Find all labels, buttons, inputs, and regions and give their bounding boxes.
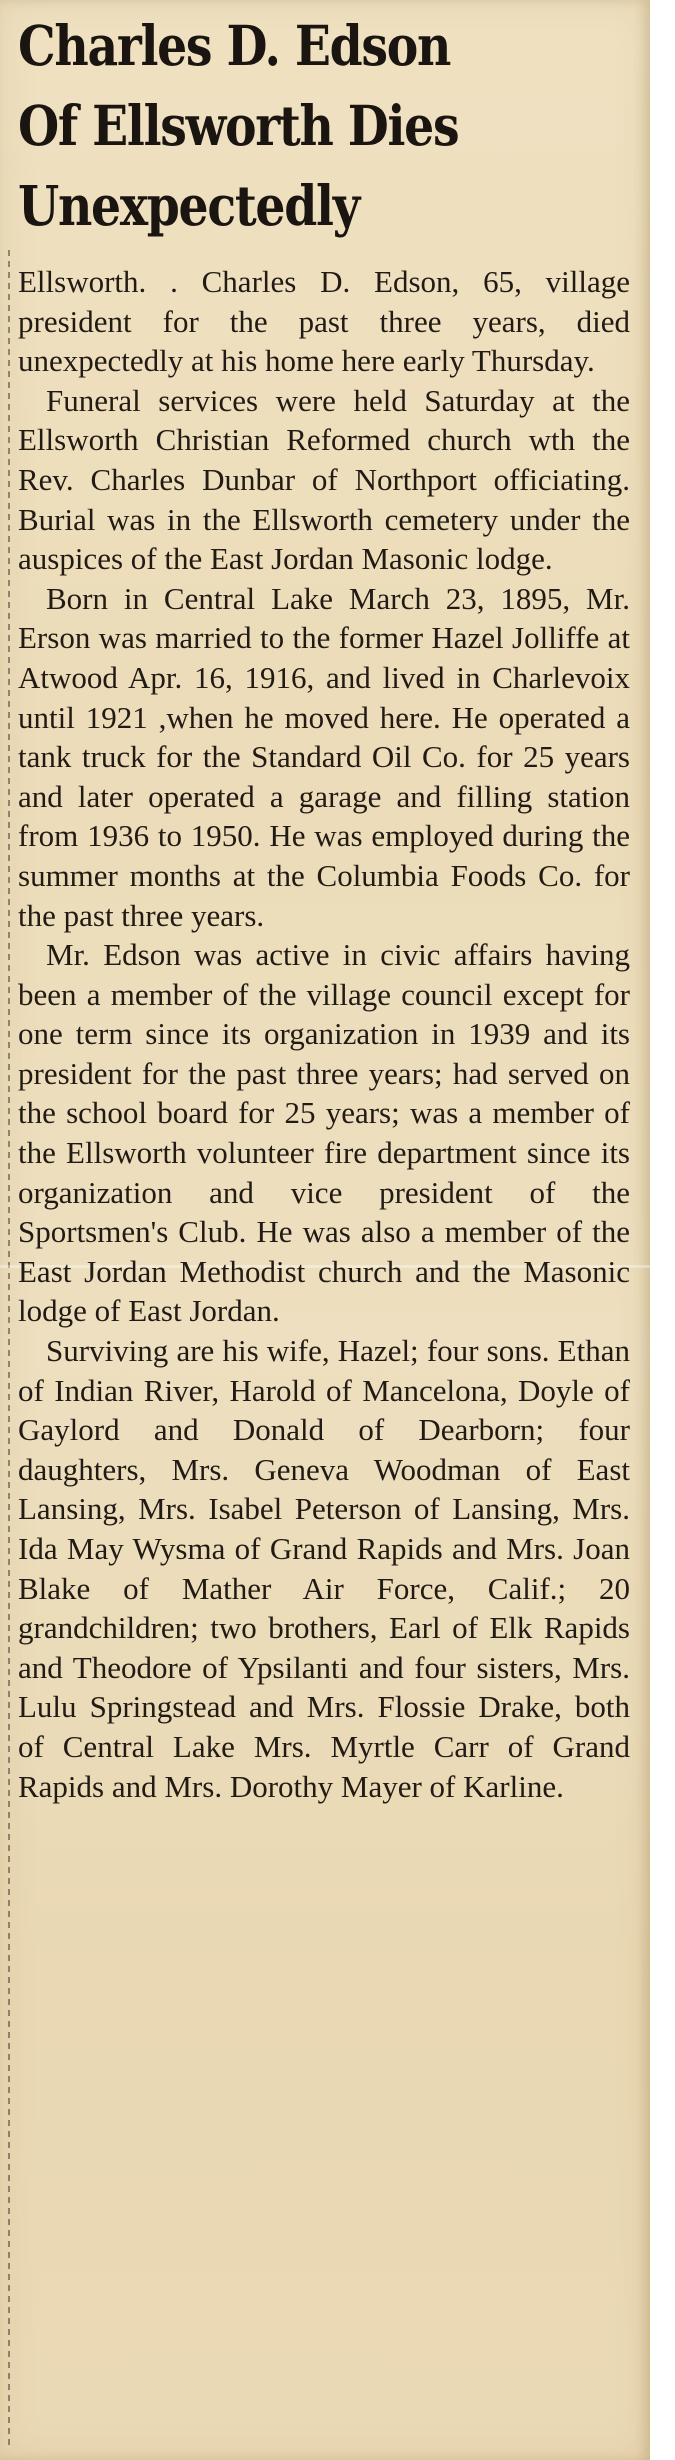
article-paragraph-biography: Born in Central Lake March 23, 1895, Mr. Erson was married to the former Hazel Jolliffe at Atwood Apr. 16, 1916, and lived in Charlevoix until 1921 ,when he moved here. He operated a tank truck for the Standard Oil Co. for 25 years and later operated a garage and filling station from 1936 to 1950. He was employed during the summer months at the Columbia Foods Co. for the past three years. (18, 580, 630, 933)
column-rule (8, 250, 10, 2450)
article-paragraph-survivors: Surviving are his wife, Hazel; four sons. Ethan of Indian River, Harold of Mancelona, Doyle of Gaylord and Donald of Dearborn; four daughters, Mrs. Geneva Woodman of East Lansing, Mrs. Isabel Peterson of Lansing, Mrs. Ida May Wysma of Grand Rapids and Mrs. Joan Blake of Mather Air Force, Calif.; 20 grandchildren; two brothers, Earl of Elk Rapids and Theodore of Ypsilanti and four sisters, Mrs. Lulu Springstead and Mrs. Flossie Drake, both of Central Lake Mrs. Myrtle Carr of Grand Rapids and Mrs. Dorothy Mayer of Karline. (18, 1333, 630, 1804)
headline-line: Of Ellsworth Dies (18, 93, 459, 158)
article-paragraph-dateline: Ellsworth. . Charles D. Edson, 65, village president for the past three years, died unexpectedly at his home here early Thursday. (18, 264, 630, 379)
headline-line: Charles D. Edson (18, 13, 451, 78)
article-paragraph-funeral: Funeral services were held Saturday at the Ellsworth Christian Reformed church wth the Rev. Charles Dunbar of Northport officiating. Burial was in the Ellsworth cemetery under the auspices of the East Jordan Masonic lodge. (18, 382, 630, 577)
headline (18, 6, 551, 246)
article-body (18, 262, 630, 1806)
headline-line: Unexpectedly (18, 173, 359, 238)
article-paragraph-civic: Mr. Edson was active in civic affairs having been a member of the village council except for one term since its organization in 1939 and its president for the past three years; had served on the school board for 25 years; was a member of the Ellsworth volunteer fire department since its organization and vice president of the Sportsmen's Club. He was also a member of the East Jordan Methodist church and the Masonic lodge of East Jordan. (18, 937, 630, 1329)
